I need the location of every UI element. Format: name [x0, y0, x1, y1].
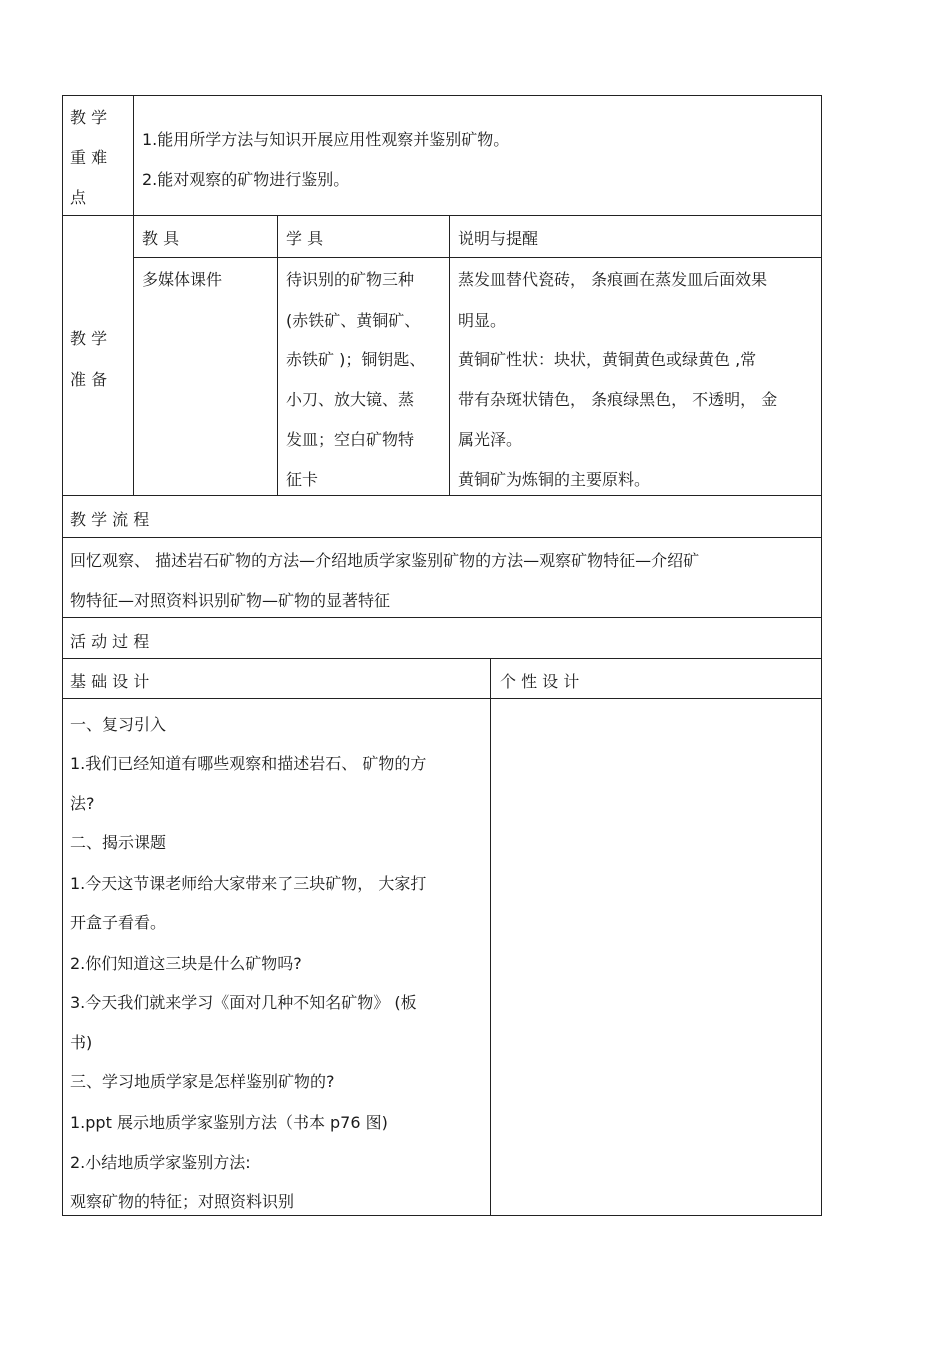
personal-design-header: 个 性 设 计 — [500, 672, 580, 691]
row-divider — [62, 617, 822, 618]
activity-line: 观察矿物的特征；对照资料识别 — [70, 1192, 295, 1211]
col-divider — [277, 215, 278, 495]
activity-line: 二、揭示课题 — [70, 833, 167, 852]
student-tools-line: 发皿；空白矿物特 — [286, 430, 415, 449]
activity-line: 三、学习地质学家是怎样鉴别矿物的? — [70, 1072, 335, 1091]
focus-label-line: 点 — [70, 188, 87, 207]
row-divider — [133, 257, 822, 258]
flow-title: 教 学 流 程 — [70, 510, 150, 529]
row-divider — [62, 537, 822, 538]
table-border-right — [821, 95, 822, 1216]
header-tools: 教 具 — [142, 229, 180, 248]
student-tools-line: 小刀、放大镜、蒸 — [286, 390, 415, 409]
table-border-left — [62, 95, 63, 1216]
col-divider — [449, 215, 450, 495]
activity-line: 1.ppt 展示地质学家鉴别方法（书本 p76 图) — [70, 1113, 388, 1132]
focus-label-line: 教 学 — [70, 108, 108, 127]
header-student-tools: 学 具 — [286, 229, 324, 248]
focus-text-line: 1.能用所学方法与知识开展应用性观察并鉴别矿物。 — [142, 130, 510, 149]
activity-line: 法? — [70, 794, 95, 813]
focus-text-line: 2.能对观察的矿物进行鉴别。 — [142, 170, 350, 189]
activity-line: 一、复习引入 — [70, 715, 167, 734]
focus-label-line: 重 难 — [70, 148, 108, 167]
activity-line: 2.你们知道这三块是什么矿物吗? — [70, 954, 302, 973]
prep-label-line: 准 备 — [70, 370, 108, 389]
notes-line: 蒸发皿替代瓷砖， 条痕画在蒸发皿后面效果 — [458, 270, 768, 289]
student-tools-line: 赤铁矿 )；铜钥匙、 — [286, 350, 426, 369]
activity-line: 书) — [70, 1033, 93, 1052]
student-tools-line: (赤铁矿、黄铜矿、 — [286, 311, 421, 330]
col-divider — [133, 95, 134, 495]
row-divider — [62, 495, 822, 496]
activity-line: 1.今天这节课老师给大家带来了三块矿物， 大家打 — [70, 874, 427, 893]
prep-label-line: 教 学 — [70, 329, 108, 348]
student-tools-line: 征卡 — [286, 470, 319, 489]
activity-line: 开盒子看看。 — [70, 913, 167, 932]
notes-line: 属光泽。 — [458, 430, 523, 449]
col-divider — [490, 658, 491, 1215]
header-notes: 说明与提醒 — [458, 229, 539, 248]
flow-text-line: 物特征—对照资料识别矿物—矿物的显著特征 — [70, 591, 391, 610]
tools-value: 多媒体课件 — [142, 270, 223, 289]
activity-line: 3.今天我们就来学习《面对几种不知名矿物》 (板 — [70, 993, 417, 1012]
row-divider — [62, 658, 822, 659]
row-divider — [62, 698, 822, 699]
notes-line: 带有杂斑状锖色， 条痕绿黑色， 不透明， 金 — [458, 390, 778, 409]
student-tools-line: 待识别的矿物三种 — [286, 270, 415, 289]
notes-line: 黄铜矿为炼铜的主要原料。 — [458, 470, 651, 489]
basic-design-header: 基 础 设 计 — [70, 672, 150, 691]
activity-line: 1.我们已经知道有哪些观察和描述岩石、 矿物的方 — [70, 754, 427, 773]
table-border-bottom — [62, 1215, 822, 1216]
notes-line: 黄铜矿性状：块状，黄铜黄色或绿黄色 ,常 — [458, 350, 757, 369]
activity-line: 2.小结地质学家鉴别方法: — [70, 1153, 251, 1172]
activity-title: 活 动 过 程 — [70, 632, 150, 651]
row-divider — [62, 215, 822, 216]
flow-text-line: 回忆观察、 描述岩石矿物的方法—介绍地质学家鉴别矿物的方法—观察矿物特征—介绍矿 — [70, 551, 700, 570]
table-border-top — [62, 95, 822, 96]
notes-line: 明显。 — [458, 311, 507, 330]
